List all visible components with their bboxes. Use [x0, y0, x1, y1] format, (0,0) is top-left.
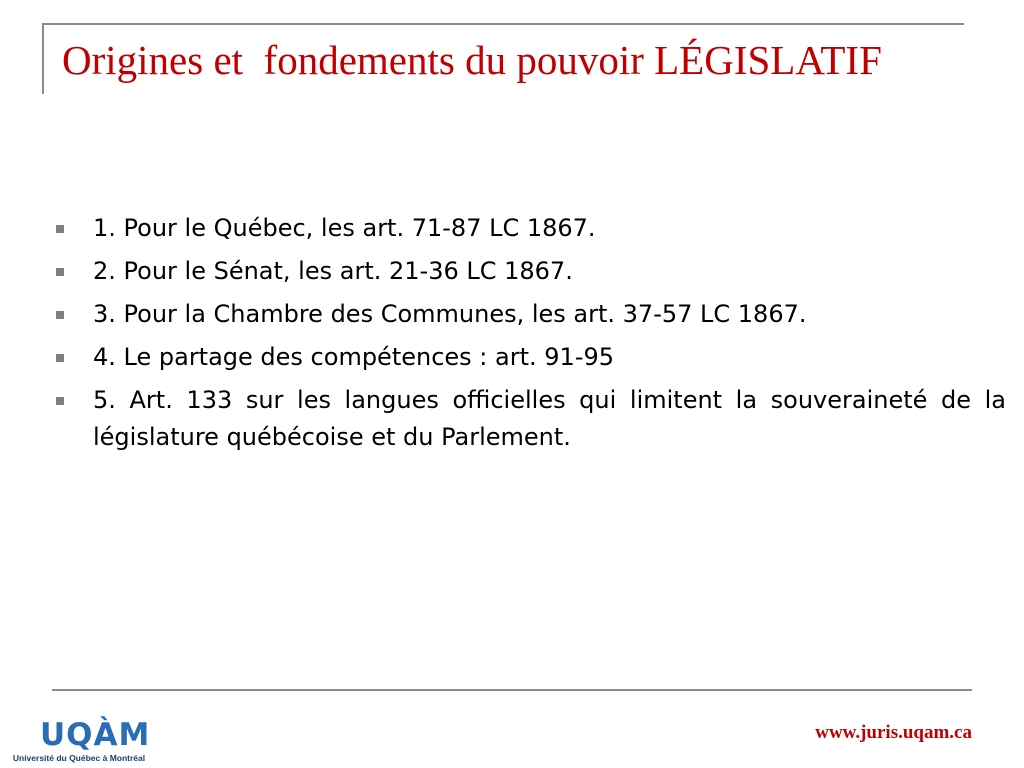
square-bullet-icon: [56, 268, 64, 276]
website-link[interactable]: www.juris.uqam.ca: [815, 722, 972, 743]
bullet-text-1: 1. Pour le Québec, les art. 71-87 LC 1867.: [93, 214, 596, 242]
bullet-item-4: [56, 339, 1006, 376]
bullet-item-1: [56, 210, 1006, 247]
footer-rule: [52, 689, 972, 691]
uqam-logo: [4, 718, 154, 766]
square-bullet-icon: [56, 397, 64, 405]
bullet-text-2: 2. Pour le Sénat, les art. 21-36 LC 1867.: [93, 257, 573, 285]
square-bullet-icon: [56, 354, 64, 362]
title-frame-left-rule: [42, 23, 44, 94]
bullet-list: [56, 210, 1006, 462]
bullet-text-4: 4. Le partage des compétences : art. 91-95: [93, 343, 614, 371]
bullet-item-2: [56, 253, 1006, 290]
logo-subtitle: Université du Québec à Montréal: [12, 753, 146, 763]
square-bullet-icon: [56, 225, 64, 233]
title-frame-top-rule: [42, 23, 964, 25]
bullet-text-3: 3. Pour la Chambre des Communes, les art. 37-57 LC 1867.: [93, 300, 807, 328]
slide-title: Origines et fondements du pouvoir LÉGISLATIF: [62, 37, 882, 83]
bullet-item-3: [56, 296, 1006, 333]
square-bullet-icon: [56, 311, 64, 319]
bullet-text-5: 5. Art. 133 sur les langues officielles qui limitent la souveraineté de la législature québécoise et du Parlement.: [93, 386, 1006, 451]
logo-wordmark: UQÀM: [40, 717, 151, 753]
bullet-item-5: [56, 382, 1006, 456]
